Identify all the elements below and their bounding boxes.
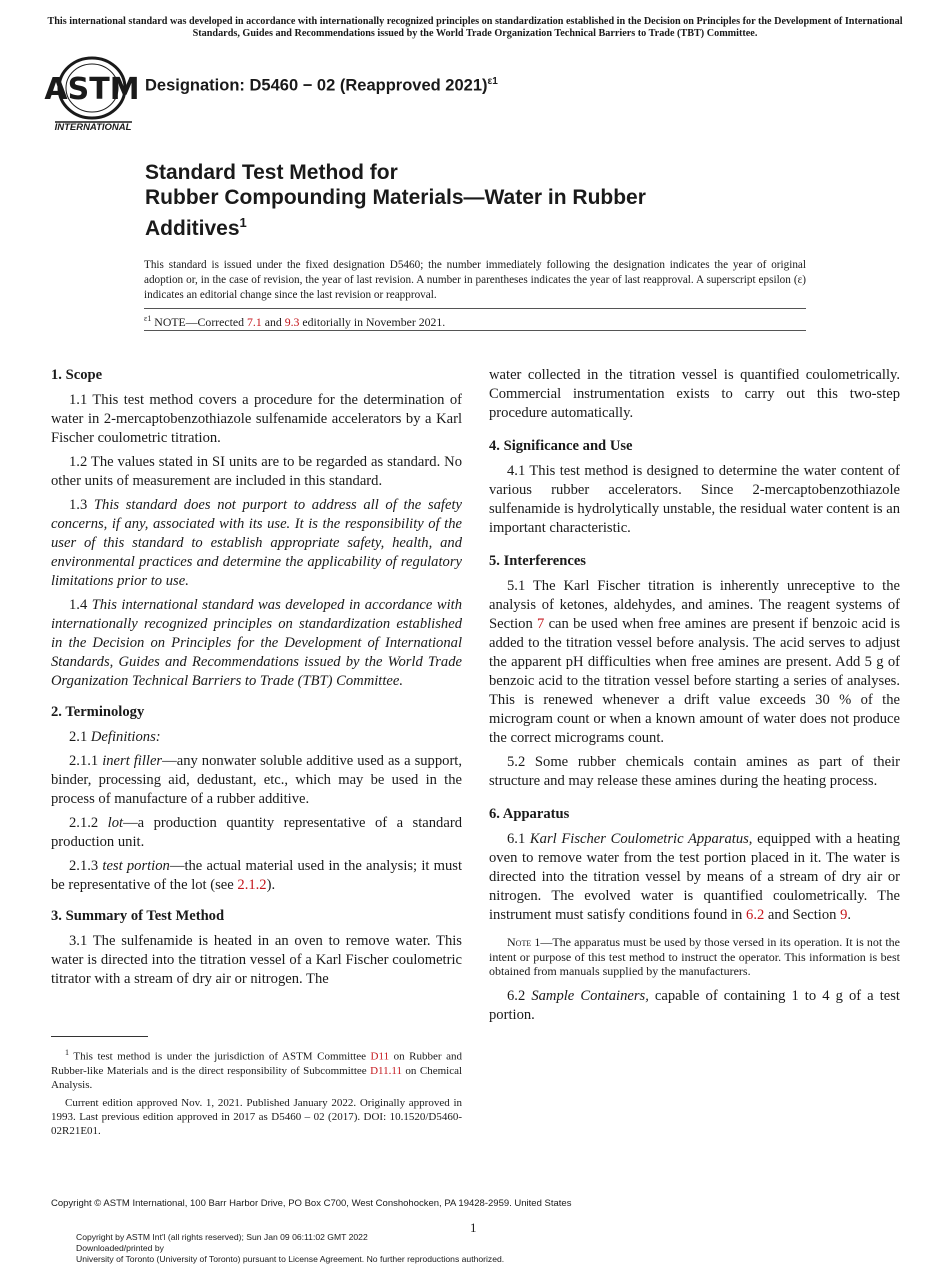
footnotes <box>51 1046 462 1142</box>
footnote-1-c: on Chemical Analysis. <box>51 1064 463 1091</box>
section-6-heading: 6. Apparatus <box>489 806 570 822</box>
para-1-3-num: 1.3 <box>69 497 94 513</box>
download-line-3: University of Toronto (University of Toronto) pursuant to License Agreement. No further reproductions authorized. <box>76 1254 505 1264</box>
download-line-1: Copyright by ASTM Int'l (all rights reserved); Sun Jan 09 06:11:02 GMT 2022 <box>76 1232 368 1242</box>
section-3-heading: 3. Summary of Test Method <box>51 908 225 924</box>
para-3-1: 3.1 The sulfenamide is heated in an oven to remove water. This water is directed into the titration vessel of a Karl Fischer coulometric titrator with a stream of dry air or nitrogen. The <box>51 933 462 987</box>
para-2-1 <box>51 728 462 747</box>
designation-text: Designation: D5460 − 02 (Reapproved 2021) <box>145 76 488 95</box>
para-6-2-title: Sample Containers, <box>531 987 649 1004</box>
para-2-1-3 <box>51 857 462 895</box>
para-6-2-num: 6.2 <box>507 987 532 1004</box>
para-6-2 <box>489 987 900 1025</box>
para-2-1-1 <box>51 752 462 809</box>
section-4-heading: 4. Significance and Use <box>489 438 633 454</box>
footnote-edition: Current edition approved Nov. 1, 2021. Published January 2022. Originally approved in 1993. Last previous edition approved in 2017 as D5460 – 02 (2017). DOI: 10.1520/D5460-02R21E01. <box>51 1096 462 1137</box>
left-column <box>51 366 462 994</box>
section-1-heading: 1. Scope <box>51 367 103 383</box>
document-title <box>145 160 646 241</box>
para-5-1 <box>489 577 900 748</box>
para-1-4 <box>51 596 462 691</box>
logo-letters: ASTM <box>44 72 140 107</box>
link-section-9[interactable]: 9 <box>840 907 848 923</box>
note-1 <box>489 935 900 979</box>
title-line-2: Rubber Compounding Materials—Water in Rubber <box>145 186 646 209</box>
title-footnote-mark: 1 <box>239 215 247 230</box>
section-2-heading: 2. Terminology <box>51 704 145 720</box>
para-6-1-b: and Section <box>764 907 841 923</box>
para-2-1-2-text: —a production quantity representative of a standard production unit. <box>51 815 462 850</box>
page-number: 1 <box>470 1220 477 1235</box>
para-2-1-3-end: ). <box>266 877 276 893</box>
para-5-1-b: can be used when free amines are present if benzoic acid is added to the titration vessel before analysis. The acid serves to adjust the apparent pH difficulties when free amines are present. Add 5 g of benzoic acid to the titration vessel before starting a series of analyses. This is renewed whenever a drift value exceeds 30 % of the microgram count or when a known amount of water does not produce the correct micrograms count. <box>489 616 900 746</box>
top-notice: This international standard was developed in accordance with internationally recognized principles on standardization established in the Decision on Principles for the Development of International Standards, Guides and Recommendations issued by the World Trade Organization Technical Barriers to Trade (TBT) Committee. <box>47 16 903 39</box>
para-6-1-title: Karl Fischer Coulometric Apparatus, <box>529 831 753 847</box>
footnote-1-b: on Rubber and Rubber-like Materials and is the direct responsibility of Subcommittee <box>51 1050 462 1077</box>
para-2-1-3-text: —the actual material used in the analysis; it must be representative of the lot (see <box>51 858 463 893</box>
para-5-1-a: 5.1 The Karl Fischer titration is inherently unreceptive to the analysis of ketones, aldehydes, and amines. The reagent systems of Section <box>489 578 900 632</box>
download-line-2: Downloaded/printed by <box>76 1243 164 1253</box>
para-1-1: 1.1 This test method covers a procedure for the determination of water in 2-mercaptobenzothiazole sulfenamide accelerators by a Karl Fischer coulometric titration. <box>51 392 462 446</box>
note-1-text: —The apparatus must be used by those versed in its operation. It is not the intent or purpose of this test method to instruct the operator. This information is best obtained from manuals supplied by the manufacturers. <box>489 935 901 978</box>
epsilon-note-end: editorially in November 2021. <box>299 314 446 329</box>
para-2-1-num: 2.1 <box>69 729 91 745</box>
para-3-1-cont: water collected in the titration vessel is quantified coulometrically. Commercial instrumentation exists to carry out this two-step procedure automatically. <box>489 367 900 421</box>
para-6-1-c: . <box>847 907 852 923</box>
para-2-1-1-text: —any nonwater soluble additive used as a support, binder, processing aid, dedustant, etc., which may be used in the process of manufacture of a rubber additive. <box>51 753 463 807</box>
logo-caption: INTERNATIONAL <box>54 122 132 133</box>
para-1-4-num: 1.4 <box>69 597 92 613</box>
epsilon-note-and: and <box>261 314 285 329</box>
para-1-3 <box>51 496 462 591</box>
para-6-2-text: capable of containing 1 to 4 g of a test portion. <box>489 987 900 1023</box>
footnote-1-a: This test method is under the jurisdiction of ASTM Committee <box>69 1050 371 1063</box>
epsilon-note <box>144 314 445 330</box>
copyright-line: Copyright © ASTM International, 100 Barr Harbor Drive, PO Box C700, West Conshohocken, PA 19428-2959. United States <box>51 1198 572 1209</box>
para-2-1-2-num: 2.1.2 <box>69 815 108 831</box>
section-5-heading: 5. Interferences <box>489 553 586 569</box>
link-7-1[interactable]: 7.1 <box>247 314 262 329</box>
link-d11-11[interactable]: D11.11 <box>370 1064 402 1077</box>
para-1-4-text: This international standard was developed in accordance with internationally recognized principles on standardization established in the Decision on Principles for the Development of International Standards, Guides and Recommendations issued by the World Trade Organization Technical Barriers to Trade (TBT) Committee. <box>51 597 463 689</box>
title-line-3: Additives <box>145 217 240 240</box>
rule-bottom <box>144 330 806 331</box>
link-6-2[interactable]: 6.2 <box>746 907 765 923</box>
para-6-1 <box>489 830 900 925</box>
term-test-portion: test portion <box>102 858 170 874</box>
para-6-1-a: equipped with a heating oven to remove water from the test portion placed in it. The water is directed into the titration vessel by means of a stream of dry air or nitrogen. The evolved water is quantified coulometrically. The instrument must satisfy conditions found in <box>489 831 901 923</box>
term-inert-filler: inert filler <box>102 753 163 769</box>
footnote-rule <box>51 1036 148 1037</box>
designation-sup: ε1 <box>487 76 498 87</box>
term-lot: lot <box>107 815 124 831</box>
note-1-label: Note 1 <box>507 935 541 949</box>
astm-logo <box>44 56 140 134</box>
epsilon-note-text: NOTE—Corrected <box>151 314 248 329</box>
epsilon-sup: ε1 <box>144 314 152 323</box>
link-9-3[interactable]: 9.3 <box>284 314 300 329</box>
para-1-2: 1.2 The values stated in SI units are to be regarded as standard. No other units of measurement are included in this standard. <box>51 454 462 489</box>
para-2-1-1-num: 2.1.1 <box>69 753 103 769</box>
designation <box>145 76 498 96</box>
right-column <box>489 366 900 1030</box>
link-d11[interactable]: D11 <box>370 1050 390 1063</box>
title-line-1: Standard Test Method for <box>145 161 398 184</box>
link-section-7[interactable]: 7 <box>537 616 545 632</box>
para-5-2: 5.2 Some rubber chemicals contain amines as part of their structure and may release these amines during the heating process. <box>489 754 900 789</box>
para-4-1: 4.1 This test method is designed to determine the water content of various rubber accelerators. Since 2-mercaptobenzothiazole sulfenamide is hydrolytically unstable, the residual water content is an important characteristic. <box>489 463 900 536</box>
footnote-1 <box>51 1046 462 1092</box>
para-2-1-text: Definitions: <box>90 729 161 745</box>
para-2-1-3-num: 2.1.3 <box>69 858 103 874</box>
para-1-3-text: This standard does not purport to address all of the safety concerns, if any, associated with its use. It is the responsibility of the user of this standard to establish appropriate safety, health, and environmental practices and determine the applicability of regulatory limitations prior to use. <box>51 497 462 589</box>
download-notice <box>76 1232 504 1265</box>
rule-top <box>144 308 806 309</box>
para-2-1-2 <box>51 814 462 852</box>
astm-logo-icon <box>44 56 140 134</box>
standard-issue-note: This standard is issued under the fixed designation D5460; the number immediately following the designation indicates the year of original adoption or, in the case of revision, the year of last revision. A number in parentheses indicates the year of last reapproval. A superscript epsilon (ε) indicates an editorial change since the last revision or reapproval. <box>144 259 806 301</box>
footnote-1-mark: 1 <box>65 1048 69 1057</box>
para-6-1-num: 6.1 <box>507 831 530 847</box>
link-2-1-2[interactable]: 2.1.2 <box>237 877 267 893</box>
